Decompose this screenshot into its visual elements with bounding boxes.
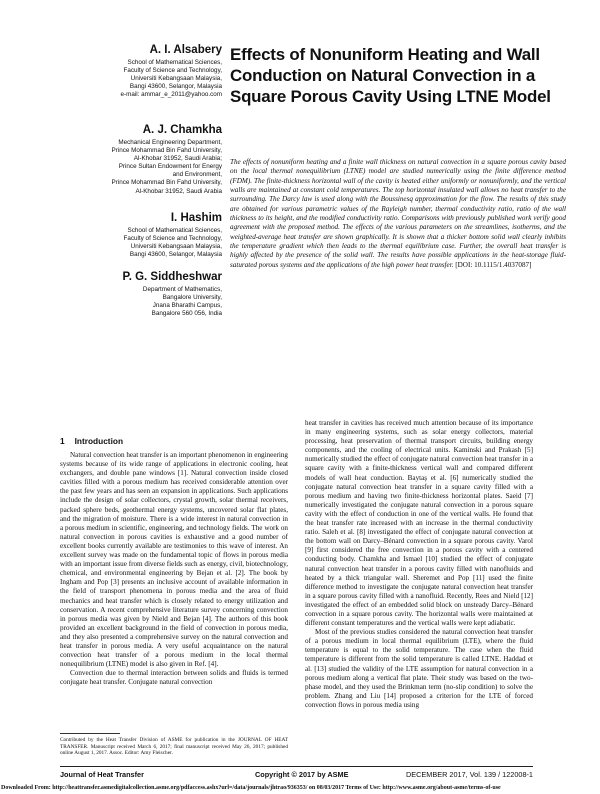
- body-paragraph: Most of the previous studies considered the natural convection heat transfer of a porous medium in local thermal equilibrium (LTE), where the fluid temperature is equal to the solid temperature. The case when the fluid temperature is different from the solid temperature is called LTNE. Haddad et al. [13] studied the validity of the LTE assumption for natural convection in a porous medium along a vertical flat plate. Their study was based on the two-phase model, and they used the Brinkman term (no-slip condition) to solve the problem. Zhang and Liu [14] proposed a criterion for the LTE of forced convection flows in porous media using: [305, 628, 533, 709]
- author-affiliation-line: Universiti Kebangsaan Malaysia,: [130, 243, 222, 251]
- abstract: [230, 158, 566, 270]
- author-block-2: [44, 124, 222, 196]
- right-column: [305, 419, 533, 710]
- section-number: 1: [60, 436, 65, 446]
- author-name: A. J. Chamkha: [142, 124, 222, 136]
- doi: [DOI: 10.1115/1.4037087]: [455, 260, 532, 269]
- paper-title: Effects of Nonuniform Heating and Wall Conduction on Natural Convection in a Square Porous Cavity Using LTNE Model: [230, 45, 551, 106]
- section-heading: [60, 436, 288, 447]
- footnote: Contributed by the Heat Transfer Division of ASME for publication in the JOURNAL OF HEAT TRANSFER. Manuscript received March 6, 2017; final manuscript received May 26, 2017; published online August 1, 2017. Assoc. Editor: Amy Fleischer.: [60, 737, 288, 757]
- body-paragraph: heat transfer in cavities has received much attention because of its importance in many engineering systems, such as solar energy collectors, material processing, heat preservation of thermal transport circuits, building energy components, and the cooling of electrical units. Kaminski and Prakash [5] numerically studied the effect of conjugate natural convection heat transfer in a square cavity with a finite-thickness vertical wall and compared different models of wall heat conduction. Baytaş et al. [6] numerically studied the conjugate natural convection heat transfer in a square cavity filled with a porous medium and having two finite-thickness horizontal plates. Saeid [7] numerically investigated the conjugate natural convection in a porous square cavity with the effect of conduction in one of the vertical walls. He found that the heat transfer rate increased with an increase in the thermal conductivity ratio. Saleh et al. [8] investigated the effect of conjugate natural convection at the bottom wall on Darcy–Bénard convection in a square porous cavity. Varol [9] first considered the free convection in a porous cavity with a centered conducting body. Chamkha and Ismael [10] studied the effect of conjugate natural convection heat transfer in a porous cavity filled with nanofluids and heated by a thick triangular wall. Sheremet and Pop [11] used the finite difference method to investigate the conjugate natural convection heat transfer in a square porous cavity filled with a nanofluid. Recently, Rees and Nield [12] investigated the effect of an embedded solid block on unsteady Darcy–Bénard convection in a square porous cavity. The horizontal walls were maintained at different constant temperatures and the vertical walls were kept adiabatic.: [305, 419, 533, 628]
- author-affiliation-line: Prince Mohammad Bin Fahd University,: [111, 147, 222, 155]
- author-affiliation-line: and Environment,: [172, 171, 222, 179]
- author-affiliation-line: Bangalore University,: [162, 294, 222, 302]
- body-paragraph: Convection due to thermal interaction between solids and fluids is termed conjugate heat transfer. Conjugate natural convection: [60, 669, 288, 687]
- footnote-divider: [60, 733, 120, 734]
- author-affiliation-line: Jnana Bharathi Campus,: [152, 302, 222, 310]
- footer-issue-info: DECEMBER 2017, Vol. 139 / 122008-1: [406, 770, 533, 779]
- author-block-4: [44, 271, 222, 318]
- author-affiliation-line: Al-Khobar 31952, Saudi Arabia;: [133, 155, 222, 163]
- author-email: e-mail: ammar_e_2011@yahoo.com: [120, 91, 222, 99]
- author-name: A. I. Alsabery: [149, 44, 222, 56]
- author-affiliation-line: Prince Mohammad Bin Fahd University,: [111, 179, 222, 187]
- author-block-1: [44, 44, 222, 99]
- author-affiliation-line: Faculty of Science and Technology,: [123, 235, 222, 243]
- footer-divider: [60, 766, 533, 767]
- author-affiliation-line: Universiti Kebangsaan Malaysia,: [130, 75, 222, 83]
- author-affiliation-line: Faculty of Science and Technology,: [123, 67, 222, 75]
- author-affiliation-line: Department of Mathematics,: [142, 286, 222, 293]
- author-affiliation-line: Mechanical Engineering Department,: [118, 139, 222, 146]
- author-name: I. Hashim: [170, 212, 222, 224]
- footer-copyright: Copyright © 2017 by ASME: [255, 770, 349, 779]
- author-affiliation-line: Al-Khobar 31952, Saudi Arabia: [135, 187, 222, 195]
- author-name: P. G. Siddheshwar: [122, 271, 222, 283]
- author-affiliation-line: School of Mathematical Sciences,: [127, 59, 222, 66]
- author-affiliation-line: School of Mathematical Sciences,: [127, 227, 222, 234]
- author-block-3: [44, 212, 222, 259]
- author-affiliation-line: Bangalore 560 056, India: [151, 310, 222, 318]
- author-affiliation-line: Prince Sultan Endowment for Energy: [118, 163, 222, 171]
- author-affiliation-line: Bangi 43600, Selangor, Malaysia: [129, 83, 222, 91]
- body-paragraph: Natural convection heat transfer is an important phenomenon in engineering systems because of its wide range of applications in electronic cooling, heat exchangers, and double pane windows [1]. Natural convection inside closed cavities filled with a porous medium has received considerable attention over the past few years and has seen an expansion in applications. Such applications include the design of solar collectors, crystal growth, solar thermal receivers, packed sphere beds, geothermal energy systems, uncovered solar flat plates, and the migration of moisture. There is a wide interest in natural convection in a porous medium in scientific, engineering, and technology fields. The work on natural convection in porous cavities is exhaustive and a good number of excellent books currently available are testimonies to this wave of interest. An excellent survey was made on the fundamental topic of flows in porous media with an important issue from diverse fields such as energy, civil, biotechnology, chemical, and environmental engineering by Bejan et al. [2]. The book by Ingham and Pop [3] presents an inclusive account of available information in the field of transport phenomena in porous media and the area of fluid mechanics and heat transfer which is closely related to energy utilization and conservation. A recent comprehensive literature survey concerning convection in porous media was given by Nield and Bejan [4]. The authors of this book provided an excellent background in the field of convection in porous media, and they also presented a comprehensive survey on the natural convection and heat transfer in porous media. A very useful acquaintance on the natural convection heat transfer of a porous medium in the local thermal nonequilibrium (LTNE) model is also given in Ref. [4].: [60, 451, 288, 669]
- section-title: Introduction: [74, 436, 124, 446]
- footer-journal-name: Journal of Heat Transfer: [60, 770, 144, 779]
- author-affiliation-line: Bangi 43600, Selangor, Malaysia: [129, 251, 222, 259]
- left-column: [60, 436, 288, 687]
- abstract-text: The effects of nonuniform heating and a finite wall thickness on natural convection in a square porous cavity based on the local thermal nonequilibrium (LTNE) model are studied numerically using the finite difference method (FDM). The finite-thickness horizontal wall of the cavity is heated either uniformly or nonuniformly, and the vertical walls are maintained at constant cold temperatures. The top horizontal insulated wall allows no heat transfer to the surrounding. The Darcy law is used along with the Boussinesq approximation for the flow. The results of this study are obtained for various parametric values of the Rayleigh number, thermal conductivity ratio, ratio of the wall thickness to its height, and the modified conductivity ratio. Comparisons with previously published work verify good agreement with the proposed method. The effects of the various parameters on the streamlines, isotherms, and the weighted-average heat transfer are shown graphically. It is shown that a thicker bottom solid wall clearly inhibits the temperature gradient which then leads to the thermal equilibrium case. Further, the overall heat transfer is highly affected by the presence of the solid wall. The results have possible applications in the heat-storage fluid-saturated porous systems and the applications of the high power heat transfer.: [230, 158, 566, 269]
- download-stamp: Downloaded From: http://heattransfer.asmedigitalcollection.asme.org/pdfaccess.ashx?url=/data/journals/jhtrao/936353/ on 08/03/2017 Terms of Use: http://www.asme.org/about-asme/terms-of-use: [1, 785, 501, 791]
